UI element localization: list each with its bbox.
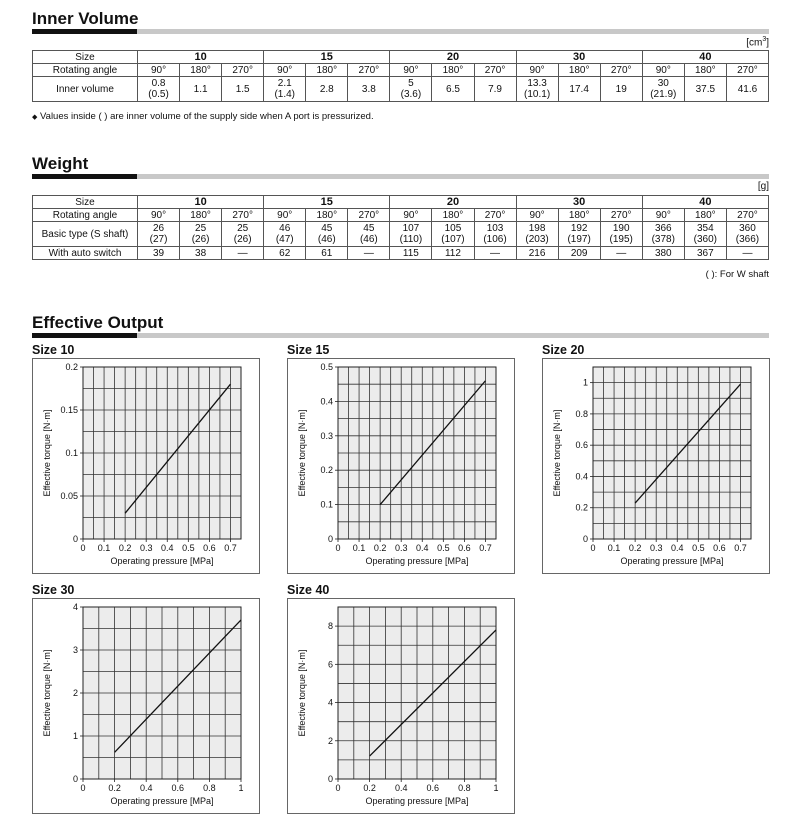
- x-tick-label: 0.1: [352, 543, 366, 553]
- inner-volume-unit: $[cm^3]$: [746, 36, 769, 49]
- inner-volume-table: [32, 50, 769, 102]
- y-tick-label: 0.3: [320, 430, 333, 441]
- auto-switch-weight-cell: 115: [390, 247, 432, 260]
- y-tick-label: 4: [327, 697, 333, 708]
- y-axis-label: Effective torque [N·m]: [297, 649, 307, 737]
- y-tick-label: 8: [327, 621, 333, 632]
- angle-cell: 270°: [222, 64, 264, 77]
- auto-switch-weight-cell: 209: [558, 247, 600, 260]
- x-tick-label: 0: [80, 543, 86, 553]
- weight-cell: 107 (110): [390, 222, 432, 247]
- weight-rule: [32, 174, 769, 179]
- x-tick-label: 1: [238, 783, 244, 793]
- y-tick-label: 0: [72, 534, 78, 544]
- x-tick-label: 0.7: [224, 543, 237, 553]
- size-header: 20: [390, 51, 516, 64]
- x-axis-label: Operating pressure [MPa]: [365, 556, 469, 566]
- y-axis-label: Effective torque [N·m]: [42, 409, 52, 497]
- auto-switch-weight-cell: 112: [432, 247, 474, 260]
- weight-note: ( ): For W shaft: [705, 269, 769, 280]
- x-tick-label: 0.3: [394, 543, 408, 553]
- volume-cell: 30 (21.9): [642, 77, 684, 102]
- angle-cell: 180°: [684, 64, 726, 77]
- x-tick-label: 0: [335, 783, 341, 793]
- x-tick-label: 0.6: [713, 543, 726, 553]
- y-tick-label: 2: [72, 688, 78, 698]
- weight-cell: 192 (197): [558, 222, 600, 247]
- weight-cell: 198 (203): [516, 222, 558, 247]
- y-tick-label: 0.1: [65, 448, 78, 458]
- weight-title: Weight: [32, 154, 89, 173]
- y-tick-label: 1: [72, 731, 78, 741]
- x-tick-label: 0.5: [182, 543, 195, 553]
- x-tick-label: 0.4: [139, 783, 153, 793]
- angle-cell: 180°: [180, 209, 222, 222]
- x-tick-label: 0.1: [97, 543, 111, 553]
- x-tick-label: 0.6: [426, 783, 440, 793]
- auto-switch-row-label: With auto switch: [33, 247, 138, 260]
- y-tick-label: 6: [327, 659, 333, 670]
- weight-cell: 45 (46): [348, 222, 390, 247]
- auto-switch-weight-cell: 61: [306, 247, 348, 260]
- volume-cell: 3.8: [348, 77, 390, 102]
- angle-cell: 180°: [432, 209, 474, 222]
- auto-switch-weight-cell: 380: [642, 247, 684, 260]
- y-tick-label: 0: [327, 534, 333, 544]
- auto-switch-weight-cell: —: [600, 247, 642, 260]
- weight-cell: 366 (378): [642, 222, 684, 247]
- effective-output-rule: [32, 333, 769, 338]
- weight-cell: 103 (106): [474, 222, 516, 247]
- y-tick-label: 0.6: [575, 440, 588, 451]
- volume-cell: 2.1 (1.4): [264, 77, 306, 102]
- weight-cell: 190 (195): [600, 222, 642, 247]
- angle-cell: 270°: [726, 209, 768, 222]
- size-header: 40: [642, 196, 768, 209]
- auto-switch-weight-cell: 39: [138, 247, 180, 260]
- x-tick-label: 0.6: [171, 783, 185, 793]
- angle-cell: 180°: [558, 64, 600, 77]
- angle-cell: 90°: [264, 64, 306, 77]
- torque-chart-size-15: [287, 358, 515, 574]
- x-tick-label: 0.2: [373, 543, 387, 553]
- x-tick-label: 0.4: [416, 543, 429, 553]
- x-tick-label: 0.7: [734, 543, 747, 553]
- angle-cell: 90°: [264, 209, 306, 222]
- x-tick-label: 0.7: [479, 543, 492, 553]
- weight-cell: 360 (366): [726, 222, 768, 247]
- weight-cell: 25 (26): [222, 222, 264, 247]
- angle-cell: 270°: [600, 209, 642, 222]
- auto-switch-weight-cell: —: [222, 247, 264, 260]
- x-tick-label: 0.3: [139, 543, 153, 553]
- y-axis-label: Effective torque [N·m]: [42, 649, 52, 737]
- size-header: 15: [264, 196, 390, 209]
- angle-cell: 270°: [474, 64, 516, 77]
- volume-cell: 19: [600, 77, 642, 102]
- angle-cell: 180°: [558, 209, 600, 222]
- y-tick-label: 0.8: [575, 408, 588, 419]
- size-header: 10: [138, 51, 264, 64]
- y-tick-label: 0.2: [65, 362, 78, 372]
- angle-cell: 90°: [642, 64, 684, 77]
- torque-chart-size-40: [287, 598, 515, 814]
- y-axis-label: Effective torque [N·m]: [297, 409, 307, 497]
- y-tick-label: 0.4: [320, 396, 333, 407]
- x-tick-label: 0.8: [458, 783, 471, 793]
- y-tick-label: 0.2: [575, 502, 588, 513]
- y-tick-label: 1: [582, 377, 588, 388]
- volume-cell: 41.6: [726, 77, 768, 102]
- y-tick-label: 0.2: [320, 465, 333, 476]
- auto-switch-weight-cell: 367: [684, 247, 726, 260]
- size-header: 10: [138, 196, 264, 209]
- y-tick-label: 0.05: [60, 491, 78, 501]
- auto-switch-weight-cell: 216: [516, 247, 558, 260]
- weight-table: [32, 195, 769, 260]
- x-tick-label: 0.2: [108, 783, 121, 793]
- angle-cell: 180°: [306, 64, 348, 77]
- angle-cell: 90°: [138, 209, 180, 222]
- weight-unit: [g]: [757, 181, 769, 192]
- x-tick-label: 0.4: [671, 543, 684, 553]
- y-tick-label: 0.1: [320, 499, 333, 510]
- chart-title: Size 30: [32, 583, 75, 597]
- chart-title: Size 20: [542, 343, 585, 357]
- size-header: 20: [390, 196, 516, 209]
- x-tick-label: 0.6: [458, 543, 471, 553]
- y-tick-label: 3: [72, 645, 78, 655]
- y-tick-label: 0.15: [60, 405, 78, 415]
- x-tick-label: 0.5: [437, 543, 450, 553]
- angle-cell: 180°: [432, 64, 474, 77]
- angle-cell: 180°: [306, 209, 348, 222]
- auto-switch-weight-cell: —: [474, 247, 516, 260]
- volume-cell: 17.4: [558, 77, 600, 102]
- volume-cell: 6.5: [432, 77, 474, 102]
- chart-title: Size 40: [287, 583, 330, 597]
- volume-cell: 5 (3.6): [390, 77, 432, 102]
- angle-row-label: Rotating angle: [33, 64, 138, 77]
- weight-cell: 46 (47): [264, 222, 306, 247]
- torque-chart-size-30: [32, 598, 260, 814]
- bullet-icon: ◆: [32, 114, 38, 121]
- angle-row-label: Rotating angle: [33, 209, 138, 222]
- auto-switch-weight-cell: 62: [264, 247, 306, 260]
- x-tick-label: 0.1: [607, 543, 621, 553]
- inner-volume-note: ◆ Values inside ( ) are inner volume of the supply side when A port is pressurized.: [32, 111, 374, 122]
- angle-cell: 270°: [600, 64, 642, 77]
- y-tick-label: 0: [327, 774, 333, 784]
- size-header: 30: [516, 196, 642, 209]
- volume-cell: 13.3 (10.1): [516, 77, 558, 102]
- size-header: 15: [264, 51, 390, 64]
- x-tick-label: 0: [335, 543, 341, 553]
- weight-cell: 354 (360): [684, 222, 726, 247]
- x-axis-label: Operating pressure [MPa]: [110, 796, 214, 806]
- x-tick-label: 0.4: [161, 543, 174, 553]
- size-row-label: Size: [33, 196, 138, 209]
- effective-output-title: Effective Output: [32, 313, 164, 332]
- angle-cell: 270°: [474, 209, 516, 222]
- x-tick-label: 0.2: [363, 783, 376, 793]
- x-axis-label: Operating pressure [MPa]: [620, 556, 724, 566]
- auto-switch-weight-cell: —: [348, 247, 390, 260]
- angle-cell: 270°: [348, 209, 390, 222]
- angle-cell: 90°: [390, 64, 432, 77]
- y-tick-label: 0: [582, 534, 588, 544]
- auto-switch-weight-cell: —: [726, 247, 768, 260]
- chart-title: Size 15: [287, 343, 330, 357]
- chart-title: Size 10: [32, 343, 75, 357]
- size-header: 40: [642, 51, 768, 64]
- angle-cell: 180°: [684, 209, 726, 222]
- x-tick-label: 0: [80, 783, 86, 793]
- x-tick-label: 0.2: [628, 543, 642, 553]
- x-axis-label: Operating pressure [MPa]: [365, 796, 469, 806]
- angle-cell: 90°: [516, 209, 558, 222]
- angle-cell: 270°: [222, 209, 264, 222]
- angle-cell: 180°: [180, 64, 222, 77]
- torque-chart-size-10: [32, 358, 260, 574]
- angle-cell: 90°: [138, 64, 180, 77]
- x-tick-label: 0.5: [692, 543, 705, 553]
- size-row-label: Size: [33, 51, 138, 64]
- volume-cell: 7.9: [474, 77, 516, 102]
- volume-cell: 1.1: [180, 77, 222, 102]
- x-axis-label: Operating pressure [MPa]: [110, 556, 214, 566]
- inner-volume-title: Inner Volume: [32, 9, 139, 28]
- angle-cell: 90°: [390, 209, 432, 222]
- angle-cell: 90°: [642, 209, 684, 222]
- inner-volume-rule: [32, 29, 769, 34]
- plot-area: [593, 367, 751, 539]
- volume-cell: 1.5: [222, 77, 264, 102]
- x-tick-label: 0.4: [394, 783, 408, 793]
- basic-type-row-label: Basic type (S shaft): [33, 222, 138, 247]
- weight-cell: 45 (46): [306, 222, 348, 247]
- x-tick-label: 0.3: [649, 543, 663, 553]
- x-tick-label: 0: [590, 543, 596, 553]
- auto-switch-weight-cell: 38: [180, 247, 222, 260]
- x-tick-label: 0.8: [203, 783, 216, 793]
- x-tick-label: 0.6: [203, 543, 216, 553]
- size-header: 30: [516, 51, 642, 64]
- angle-cell: 90°: [516, 64, 558, 77]
- y-tick-label: 2: [327, 735, 333, 746]
- angle-cell: 270°: [726, 64, 768, 77]
- weight-cell: 105 (107): [432, 222, 474, 247]
- y-tick-label: 4: [72, 602, 78, 612]
- volume-cell: 0.8 (0.5): [138, 77, 180, 102]
- weight-cell: 26 (27): [138, 222, 180, 247]
- weight-cell: 25 (26): [180, 222, 222, 247]
- volume-cell: 37.5: [684, 77, 726, 102]
- x-tick-label: 1: [493, 783, 499, 793]
- torque-chart-size-20: [542, 358, 770, 574]
- volume-cell: 2.8: [306, 77, 348, 102]
- angle-cell: 270°: [348, 64, 390, 77]
- x-tick-label: 0.2: [118, 543, 132, 553]
- volume-row-label: Inner volume: [33, 77, 138, 102]
- y-axis-label: Effective torque [N·m]: [552, 409, 562, 497]
- y-tick-label: 0.5: [320, 362, 333, 372]
- y-tick-label: 0: [72, 774, 78, 784]
- y-tick-label: 0.4: [575, 471, 588, 482]
